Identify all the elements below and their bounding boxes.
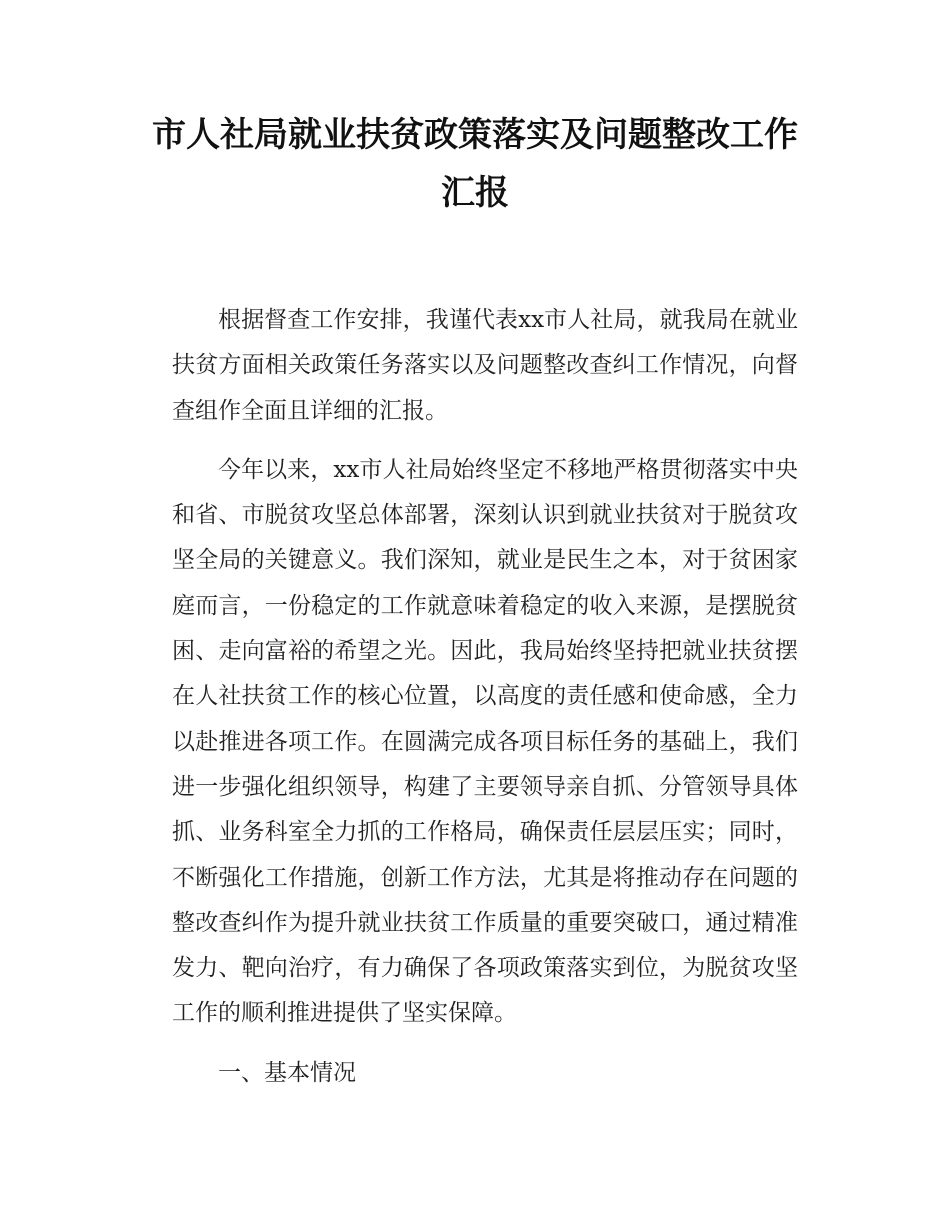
paragraph-intro: 根据督查工作安排，我谨代表xx市人社局，就我局在就业扶贫方面相关政策任务落实以及问题整改查纠工作情况，向督查组作全面且详细的汇报。 — [172, 307, 798, 424]
paragraph-overview: 今年以来，xx市人社局始终坚定不移地严格贯彻落实中央和省、市脱贫攻坚总体部署，深刻认识到就业扶贫对于脱贫攻坚全局的关键意义。我们深知，就业是民生之本，对于贫困家庭而言，一份稳定的工作就意味着稳定的收入来源，是摆脱贫困、走向富裕的希望之光。因此，我局始终坚持把就业扶贫摆在人社扶贫工作的核心位置，以高度的责任感和使命感，全力以赴推进各项工作。在圆满完成各项目标任务的基础上，我们进一步强化组织领导，构建了主要领导亲自抓、分管领导具体抓、业务科室全力抓的工作格局，确保责任层层压实；同时，不断强化工作措施，创新工作方法，尤其是将推动存在问题的整改查纠作为提升就业扶贫工作质量的重要突破口，通过精准发力、靶向治疗，有力确保了各项政策落实到位，为脱贫攻坚工作的顺利推进提供了坚实保障。 — [172, 456, 798, 1027]
document-body — [172, 298, 798, 1096]
title-line-2: 汇报 — [441, 173, 509, 213]
document-title — [120, 106, 830, 222]
title-line-1: 市人社局就业扶贫政策落实及问题整改工作 — [152, 115, 798, 155]
section-heading: 一、基本情况 — [218, 1059, 356, 1086]
